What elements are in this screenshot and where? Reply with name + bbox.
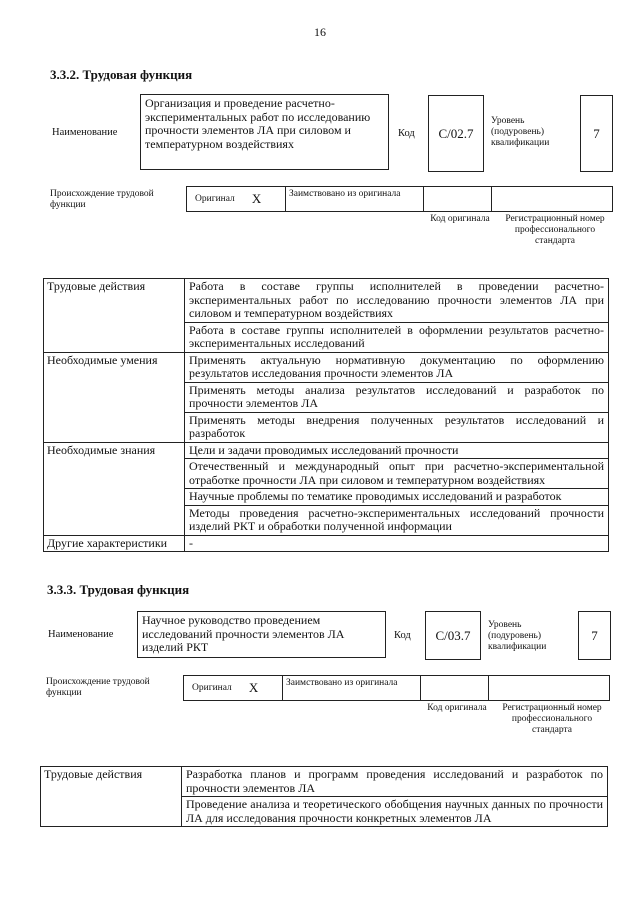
- code-value: С/02.7: [438, 125, 474, 141]
- origin-row: [186, 186, 613, 212]
- details-table: [43, 278, 609, 552]
- row-item: Проведение анализа и теоретического обобщения научных данных по прочности ЛА для исследования прочности конкретных элементов ЛА: [182, 797, 608, 827]
- code-original-cell: [423, 186, 492, 212]
- registration-cell: [488, 675, 610, 701]
- code-box: [425, 611, 481, 660]
- function-name-box: [137, 611, 386, 658]
- level-label: Уровень (подуровень) квалификации: [491, 116, 550, 148]
- table-row: [44, 352, 609, 382]
- level-box: [578, 611, 611, 660]
- code-box: [428, 95, 484, 172]
- row-item: Применять методы анализа результатов исследований и разработок по прочности элементов ЛА: [185, 382, 609, 412]
- row-head: Трудовые действия: [44, 279, 185, 353]
- original-label: Оригинал: [195, 193, 235, 204]
- code-label: Код: [398, 128, 415, 139]
- registration-label: Регистрационный номер профессионального стандарта: [505, 214, 605, 246]
- code-value: С/03.7: [435, 627, 471, 643]
- details-table: [40, 766, 608, 827]
- level-value: 7: [591, 627, 598, 643]
- code-original-cell: [420, 675, 489, 701]
- origin-row: [183, 675, 610, 701]
- row-item: Применять актуальную нормативную документацию по оформлению результатов исследования прочности элементов ЛА: [185, 352, 609, 382]
- row-item: Применять методы внедрения полученных результатов исследований и разработок: [185, 412, 609, 442]
- level-box: [580, 95, 613, 172]
- function-name-box: [140, 94, 389, 170]
- origin-label: Происхождение трудовой функции: [50, 189, 154, 210]
- original-mark: X: [251, 191, 262, 206]
- original-label: Оригинал: [192, 682, 232, 693]
- row-item: Работа в составе группы исполнителей в проведении расчетно-экспериментальных работ по исследованию прочности элементов ЛА при силовом и температурном воздействиях: [185, 279, 609, 323]
- borrowed-cell: Заимствовано из оригинала: [282, 675, 421, 701]
- borrowed-cell: Заимствовано из оригинала: [285, 186, 424, 212]
- origin-label: Происхождение трудовой функции: [46, 677, 150, 698]
- table-row: [41, 767, 608, 797]
- row-head: Другие характеристики: [44, 535, 185, 552]
- name-label: Наименование: [52, 127, 118, 138]
- row-item: Отечественный и международный опыт при расчетно-экспериментальной отработке прочности ЛА при силовом и температурном воздействиях: [185, 459, 609, 489]
- row-head: Необходимые умения: [44, 352, 185, 442]
- code-original-label: Код оригинала: [427, 703, 487, 713]
- row-item: Цели и задачи проводимых исследований прочности: [185, 442, 609, 459]
- original-cell: [186, 186, 286, 212]
- table-row: [44, 535, 609, 552]
- level-value: 7: [593, 125, 600, 141]
- row-item: -: [185, 535, 609, 552]
- function-name: Организация и проведение расчетно-экспериментальных работ по исследованию прочности элементов ЛА при силовом и температурном воздействиях: [145, 96, 371, 151]
- registration-cell: [491, 186, 613, 212]
- original-cell: [183, 675, 283, 701]
- row-head: Необходимые знания: [44, 442, 185, 535]
- code-original-label: Код оригинала: [430, 214, 490, 224]
- row-item: Работа в составе группы исполнителей в оформлении результатов расчетно-экспериментальных исследований: [185, 322, 609, 352]
- row-head: Трудовые действия: [41, 767, 182, 827]
- row-item: Методы проведения расчетно-экспериментальных исследований прочности изделий РКТ и обработки полученной информации: [185, 505, 609, 535]
- row-item: Научные проблемы по тематике проводимых исследований и разработок: [185, 489, 609, 506]
- code-label: Код: [394, 630, 411, 641]
- section-title: 3.3.3. Трудовая функция: [47, 582, 190, 597]
- table-row: [44, 442, 609, 459]
- level-label: Уровень (подуровень) квалификации: [488, 620, 547, 652]
- table-row: [44, 279, 609, 323]
- section-title: 3.3.2. Трудовая функция: [50, 67, 193, 82]
- row-item: Разработка планов и программ проведения исследований и разработок по прочности элементов ЛА: [182, 767, 608, 797]
- name-label: Наименование: [48, 629, 114, 640]
- original-mark: X: [248, 680, 259, 695]
- registration-label: Регистрационный номер профессионального стандарта: [502, 703, 602, 735]
- function-name: Научное руководство проведением исследований прочности элементов ЛА изделий РКТ: [142, 613, 345, 654]
- page-number: 16: [314, 25, 326, 39]
